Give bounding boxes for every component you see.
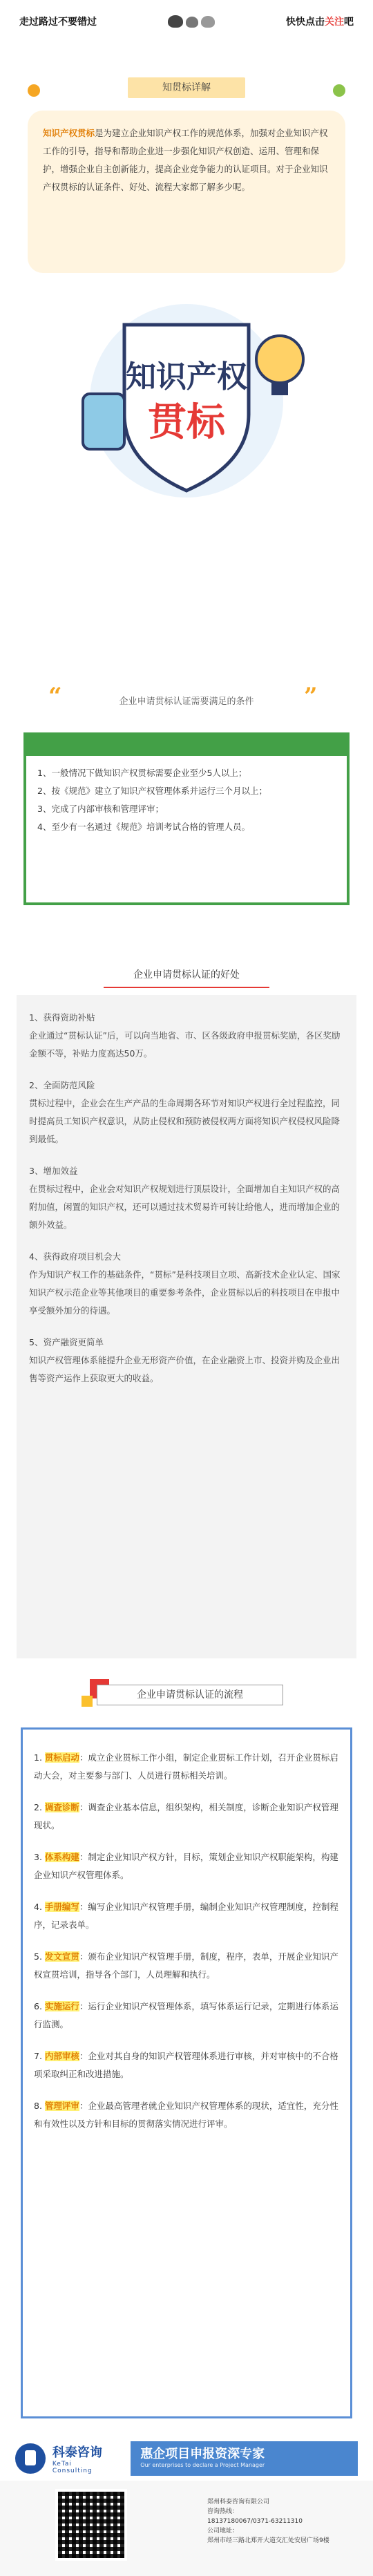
process-step: 1. 贯标启动：成立企业贯标工作小组，制定企业贯标工作计划，召开企业贯标启动大会，对主要参与部门、人员进行贯标相关培训。 — [34, 1752, 338, 1781]
quote-close-icon: ” — [304, 683, 318, 710]
slogan-box — [131, 2441, 358, 2476]
footer-bar — [0, 2436, 373, 2481]
process-step: 8. 管理评审：企业最高管理者就企业知识产权管理体系的现状，适宜性，充分性和有效性以及方针和目标的贯彻落实情况进行评审。 — [34, 2101, 338, 2129]
flask-icon — [83, 394, 124, 449]
qr-code-icon[interactable] — [55, 2489, 127, 2561]
process-title: 企业申请贯标认证的流程 — [97, 1685, 283, 1705]
intro-keyword: 知识产权贯标 — [43, 128, 95, 138]
illustration-line2: 贯标 — [148, 400, 225, 445]
banner-right-text: 快快点击关注吧 — [286, 17, 354, 28]
illustration-line1: 知识产权 — [126, 359, 247, 395]
benefit-item: 4、获得政府项目机会大 作为知识产权工作的基础条件，“贯标”是科技项目立项、高新技术企业认定、国家知识产权示范企业等其他项目的重要参考条件，企业贯标以后的科技项目在申报中享受额外加分的待遇。 — [29, 1251, 341, 1316]
intro-box — [28, 111, 345, 273]
brand-name: 科泰咨询 — [52, 2445, 102, 2460]
condition-item: 2、按《规范》建立了知识产权管理体系并运行三个月以上； — [37, 786, 267, 796]
bottom-area — [0, 2481, 373, 2576]
condition-item: 1、一般情况下做知识产权贯标需要企业至少5人以上； — [37, 768, 247, 778]
top-banner — [0, 0, 373, 43]
brand — [52, 2443, 114, 2474]
brand-en: KeTai Consulting — [52, 2461, 93, 2474]
sun-icon-right — [333, 84, 345, 97]
sun-icon-left — [28, 84, 40, 97]
brand-logo-icon — [15, 2443, 46, 2474]
condition-item: 3、完成了内部审核和管理评审； — [37, 804, 164, 814]
yellow-square-deco — [82, 1696, 93, 1707]
quote-open-icon: “ — [48, 683, 62, 710]
process-step: 3. 体系构建：制定企业知识产权方针，目标，策划企业知识产权职能架构，构建企业知识产权管理体系。 — [34, 1852, 338, 1880]
process-title-wrap — [69, 1679, 304, 1711]
slogan: 惠企项目申报资深专家 — [140, 2447, 265, 2461]
benefit-item: 3、增加效益 在贯标过程中，企业会对知识产权规划进行顶层设计，全面增加自主知识产权的高附加值，闲置的知识产权，还可以通过技术贸易许可转让给他人，进而增加企业的额外效益。 — [29, 1166, 341, 1230]
process-step: 7. 内部审核：企业对其自身的知识产权管理体系进行审核，并对审核中的不合格项采取纠正和改进措施。 — [34, 2051, 338, 2079]
benefits-box — [17, 995, 356, 1658]
condition-item: 4、至少有一名通过《规范》培训考试合格的管理人员。 — [37, 822, 250, 832]
process-step: 6. 实施运行：运行企业知识产权管理体系，填写体系运行记录，定期进行体系运行监测。 — [34, 2001, 338, 2029]
conditions-box — [23, 732, 350, 905]
benefits-underline — [104, 987, 269, 988]
follow-highlight[interactable]: 关注 — [325, 17, 344, 28]
process-step: 5. 发文宣贯：颁布企业知识产权管理手册，制度，程序，表单，开展企业知识产权宣贯培训，指导各个部门，人员理解和执行。 — [34, 1951, 338, 1980]
benefit-item: 2、全面防范风险 贯标过程中，企业会在生产产品的生命周期各环节对知识产权进行全过程监控，同时提高员工知识产权意识，从防止侵权和预防被侵权两方面将知识产权侵权风险降到最低。 — [29, 1080, 341, 1144]
banner-left-text: 走过路过不要错过 — [19, 17, 97, 28]
slogan-en: Our enterprises to declare a Project Manager — [140, 2462, 265, 2468]
intro-body: 是为建立企业知识产权工作的规范体系，加强对企业知识产权工作的引导，指导和帮助企业进一步强化知识产权创造、运用、管理和保护，增强企业自主创新能力，提高企业竞争能力的认证项目。对于企业知识产权贯标的认证条件、好处、流程大家都了解多少呢。 — [43, 128, 328, 192]
process-step: 4. 手册编写：编写企业知识产权管理手册，编制企业知识产权管理制度，控制程序，记录表单。 — [34, 1902, 338, 1930]
animals-illustration — [168, 15, 215, 28]
conditions-title: 企业申请贯标认证需要满足的条件 — [119, 697, 254, 707]
intro-tab: 知贯标详解 — [128, 77, 245, 98]
benefit-item: 1、获得资助补贴 企业通过“贯标认证”后，可以向当地省、市、区各级政府申报贯标奖励，各区奖励金额不等，补贴力度高达50万。 — [29, 1012, 341, 1059]
benefits-title: 企业申请贯标认证的好处 — [133, 969, 240, 981]
process-step: 2. 调查诊断：调查企业基本信息，组织架构，相关制度，诊断企业知识产权管理现状。 — [34, 1802, 338, 1830]
ip-standard-illustration — [41, 297, 332, 504]
lightbulb-icon — [256, 336, 303, 383]
process-box — [21, 1727, 352, 2418]
benefit-item: 5、资产融资更简单 知识产权管理体系能提升企业无形资产价值，在企业融资上市、投资并购及企业出售等资产运作上获取更大的收益。 — [29, 1337, 341, 1383]
contact-info: 郑州科泰咨询有限公司 咨询热线： 18137180067/0371-63211310 公司地址： 郑州市经三路北郑开大道交汇处安居广场9楼 — [207, 2499, 329, 2544]
